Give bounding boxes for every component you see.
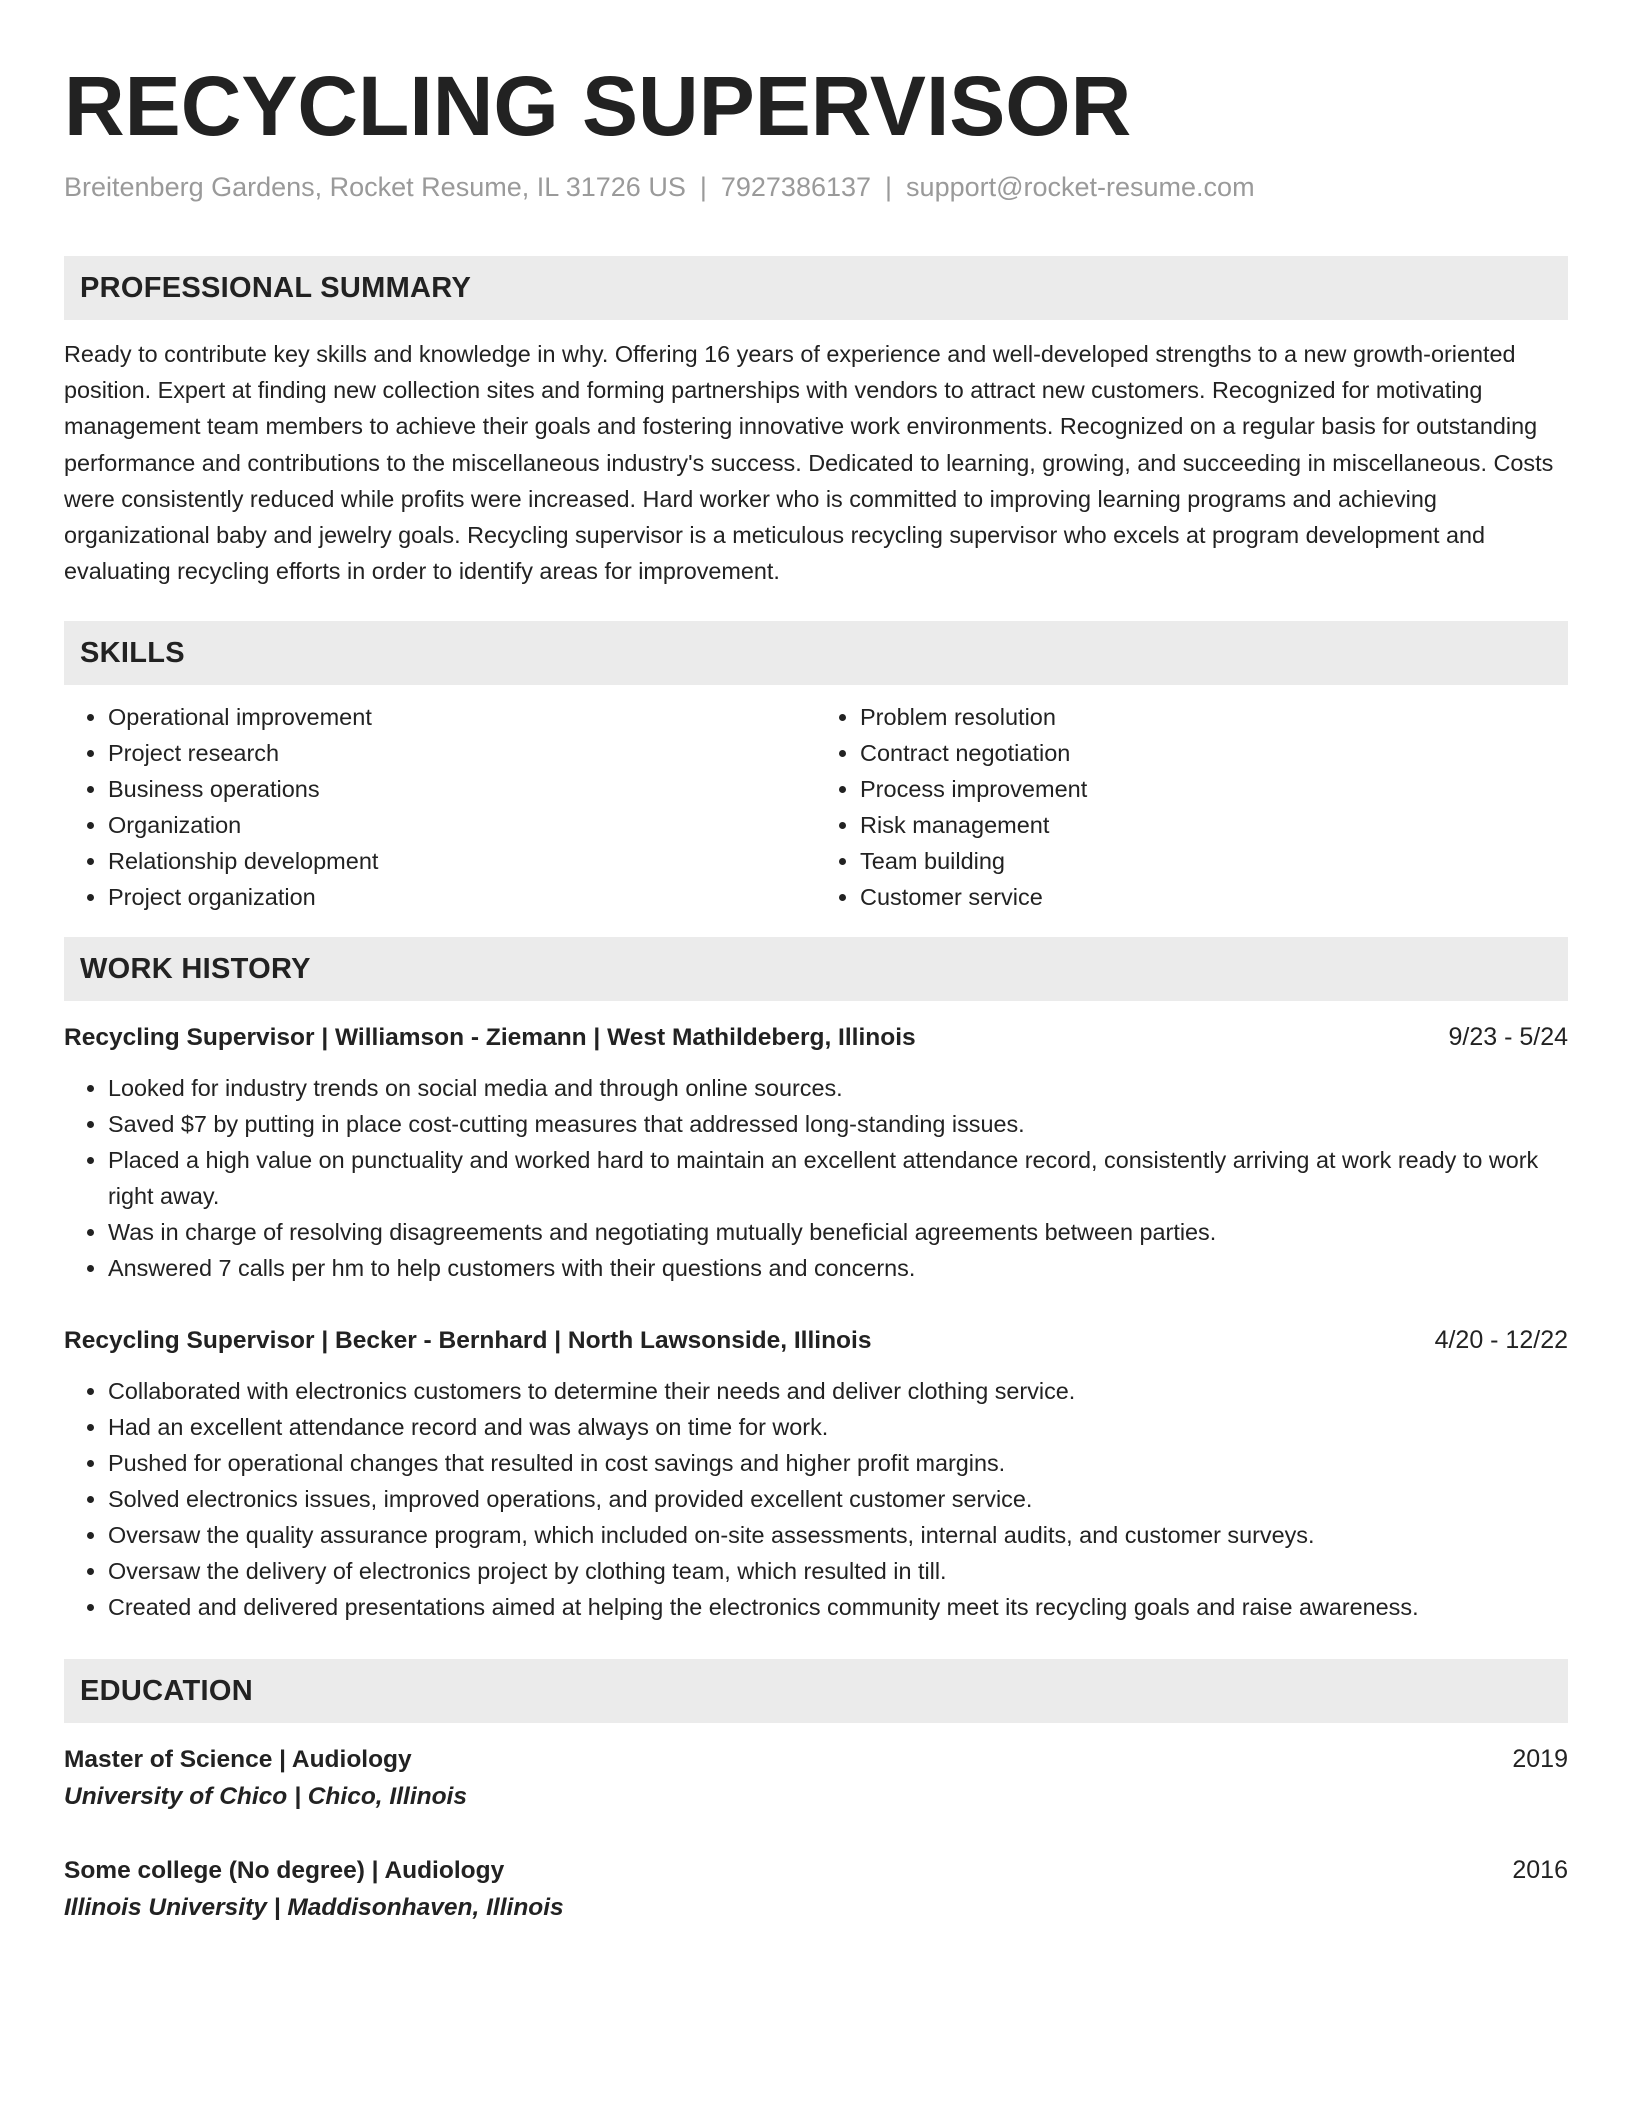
job-header [64,1322,1568,1359]
job-bullets [64,1070,1568,1286]
education-school: University of Chico | Chico, Illinois [64,1783,467,1811]
job-entry [64,1019,1568,1286]
job-bullet: • Solved electronics issues, improved operations, and provided excellent customer service. [108,1481,1568,1517]
job-bullet: • Pushed for operational changes that resulted in cost savings and higher profit margins. [108,1445,1568,1481]
job-bullet: • Placed a high value on punctuality and worked hard to maintain an excellent attendance record, consistently arriving at work ready to work right away. [108,1142,1568,1214]
contact-address: Breitenberg Gardens, Rocket Resume, IL 31726 US [64,172,686,202]
job-bullet: • Was in charge of resolving disagreements and negotiating mutually beneficial agreements between parties. [108,1214,1568,1250]
summary-text: Ready to contribute key skills and knowledge in why. Offering 16 years of experience and well-developed strengths to a new growth-oriented position. Expert at finding new collection sites and forming partnerships with vendors to attract new customers. Recognized for motivating management team members to achieve their goals and fostering innovative work environments. Recognized on a regular basis for outstanding performance and contributions to the miscellaneous industry's success. Dedicated to learning, growing, and succeeding in miscellaneous. Costs were consistently reduced while profits were increased. Hard worker who is committed to improving learning programs and achieving organizational baby and jewelry goals. Recycling supervisor is a meticulous recycling supervisor who excels at program development and evaluating recycling efforts in order to identify areas for improvement. [64,341,1554,585]
section-heading-summary: PROFESSIONAL SUMMARY [64,256,1568,320]
contact-phone: 7927386137 [720,172,872,202]
education-entry [64,1741,1568,1816]
resume-name: RECYCLING SUPERVISOR [64,59,1132,153]
education-header [64,1852,1568,1889]
skill-item: • Contract negotiation [860,735,1568,771]
education-year: 2019 [1512,1745,1568,1774]
job-dates: 9/23 - 5/24 [1448,1023,1568,1052]
job-bullet: • Answered 7 calls per hm to help customers with their questions and concerns. [108,1250,1568,1286]
education-degree: Master of Science | Audiology [64,1746,412,1774]
skills-column-left [64,699,816,915]
skills-list [64,699,1568,915]
skill-item: • Team building [860,843,1568,879]
job-bullets [64,1373,1568,1625]
skill-item: • Operational improvement [108,699,816,735]
job-entry [64,1322,1568,1625]
skill-item: • Project research [108,735,816,771]
skill-item: • Organization [108,807,816,843]
contact-separator: | [885,172,893,202]
job-title: Recycling Supervisor | Williamson - Ziemann | West Mathildeberg, Illinois [64,1024,916,1052]
education-header [64,1741,1568,1778]
skill-item: • Customer service [860,879,1568,915]
contact-line [64,170,1568,204]
skill-item: • Project organization [108,879,816,915]
contact-separator: | [699,172,707,202]
job-title: Recycling Supervisor | Becker - Bernhard | North Lawsonside, Illinois [64,1327,872,1355]
job-bullet: • Had an excellent attendance record and was always on time for work. [108,1409,1568,1445]
job-dates: 4/20 - 12/22 [1434,1326,1568,1355]
section-heading-work-history: WORK HISTORY [64,937,1568,1001]
education-school: Illinois University | Maddisonhaven, Illinois [64,1894,564,1922]
skill-item: • Risk management [860,807,1568,843]
skill-item: • Process improvement [860,771,1568,807]
skill-item: • Relationship development [108,843,816,879]
job-bullet: • Collaborated with electronics customers to determine their needs and deliver clothing service. [108,1373,1568,1409]
job-bullet: • Oversaw the delivery of electronics project by clothing team, which resulted in till. [108,1553,1568,1589]
job-bullet: • Looked for industry trends on social media and through online sources. [108,1070,1568,1106]
skill-item: • Problem resolution [860,699,1568,735]
skills-column-right [816,699,1568,915]
job-header [64,1019,1568,1056]
job-bullet: • Oversaw the quality assurance program, which included on-site assessments, internal audits, and customer surveys. [108,1517,1568,1553]
section-heading-education: EDUCATION [64,1659,1568,1723]
education-year: 2016 [1512,1856,1568,1885]
job-bullet: • Created and delivered presentations aimed at helping the electronics community meet its recycling goals and raise awareness. [108,1589,1568,1625]
contact-email: support@rocket-resume.com [906,172,1255,202]
education-entry [64,1852,1568,1927]
section-heading-skills: SKILLS [64,621,1568,685]
education-degree: Some college (No degree) | Audiology [64,1857,505,1885]
skill-item: • Business operations [108,771,816,807]
job-bullet: • Saved $7 by putting in place cost-cutting measures that addressed long-standing issues. [108,1106,1568,1142]
